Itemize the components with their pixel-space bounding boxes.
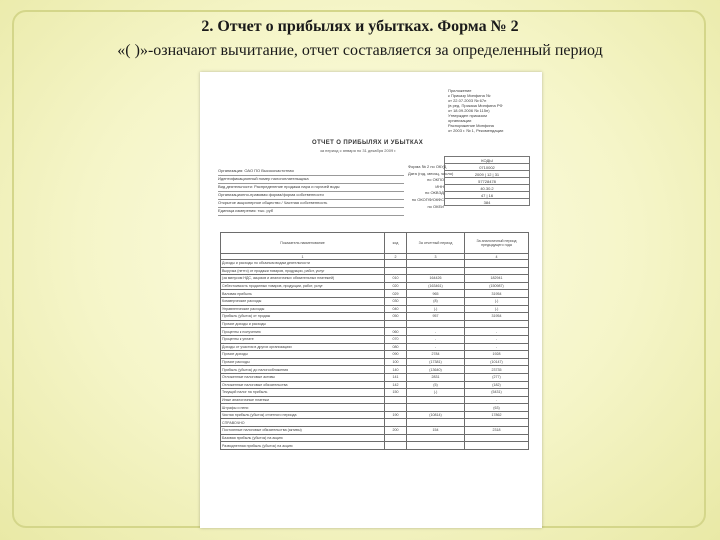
table-cell <box>407 260 465 268</box>
table-cell: Коммерческие расходы <box>221 297 385 305</box>
scanned-report-page <box>200 72 542 528</box>
table-cell: - <box>465 335 529 343</box>
table-row <box>221 358 529 366</box>
table-cell: - <box>407 343 465 351</box>
table-cell: 142 <box>385 381 407 389</box>
table-cell: (-) <box>407 305 465 313</box>
table-cell: (10147) <box>465 358 529 366</box>
table-row <box>221 434 529 442</box>
table-cell: 020 <box>385 282 407 290</box>
table-cell: СПРАВОЧНО <box>221 419 385 427</box>
table-cell <box>385 260 407 268</box>
table-cell <box>407 442 465 450</box>
table-cell: Штрафы и пени <box>221 404 385 412</box>
table-cell: 150 <box>385 389 407 397</box>
table-cell: - <box>465 328 529 336</box>
table-row <box>221 320 529 328</box>
table-index-cell: 3 <box>407 254 465 260</box>
table-cell <box>385 419 407 427</box>
table-cell: (5) <box>407 381 465 389</box>
codes-table <box>444 156 530 206</box>
table-cell: 23735 <box>465 366 529 374</box>
table-cell <box>385 396 407 404</box>
table-cell <box>385 434 407 442</box>
header-line: (в ред. Приказа Минфина РФ <box>448 103 503 108</box>
code-label: по ОКОПФ/ОКФС <box>411 196 444 202</box>
table-header-row <box>221 233 529 254</box>
table-cell: Отложенные налоговые обязательства <box>221 381 385 389</box>
table-cell: 070 <box>385 335 407 343</box>
table-cell: 154 <box>407 427 465 435</box>
table-cell: Себестоимость проданных товаров, продукции, работ, услуг <box>221 282 385 290</box>
table-cell: Разводненная прибыль (убыток) на акцию <box>221 442 385 450</box>
table-row <box>221 404 529 412</box>
table-cell: 090 <box>385 351 407 359</box>
table-header-cell: код <box>385 233 407 254</box>
table-cell <box>465 267 529 275</box>
table-cell: (10814) <box>407 411 465 419</box>
table-row <box>221 419 529 427</box>
codes-row <box>445 157 530 164</box>
table-cell: (277) <box>465 373 529 381</box>
header-right-block <box>448 88 532 133</box>
table-row <box>221 389 529 397</box>
table-row <box>221 373 529 381</box>
table-cell: (182) <box>465 381 529 389</box>
table-cell: 190 <box>385 411 407 419</box>
slide-subtitle: «( )»-означают вычитание, отчет составляется за определенный период <box>117 42 603 59</box>
table-row <box>221 335 529 343</box>
table-row <box>221 427 529 435</box>
table-cell: (-) <box>465 297 529 305</box>
header-line: организации <box>448 118 472 123</box>
code-label: ИНН <box>435 183 444 189</box>
codes-row <box>445 192 530 199</box>
table-cell: 31954 <box>465 290 529 298</box>
table-cell <box>465 434 529 442</box>
table-cell: - <box>407 328 465 336</box>
table-cell <box>385 442 407 450</box>
code-label: Дата (год, месяц, число) <box>408 170 454 176</box>
table-cell: - <box>465 343 529 351</box>
table-cell: Управленческие расходы <box>221 305 385 313</box>
table-row <box>221 411 529 419</box>
table-header-cell: За отчетный период <box>407 233 465 254</box>
code-label: по ОКЕИ <box>427 203 444 209</box>
table-cell: 965 <box>407 290 465 298</box>
table-row <box>221 305 529 313</box>
table-row <box>221 275 529 283</box>
report-heading: ОТЧЕТ О ПРИБЫЛЯХ И УБЫТКАХ <box>312 140 424 146</box>
table-row <box>221 328 529 336</box>
table-cell <box>407 434 465 442</box>
codes-row <box>445 178 530 185</box>
table-cell: 2831 <box>407 373 465 381</box>
table-cell: Прибыль (убыток) до налогообложения <box>221 366 385 374</box>
table-cell: (-) <box>407 389 465 397</box>
table-cell: (-) <box>465 305 529 313</box>
table-cell: Постоянные налоговые обязательства (активы) <box>221 427 385 435</box>
organization-line: Организация: ОАО ПО Высокочастотная <box>218 168 404 176</box>
organization-line: Вид деятельности: Распределение продажа пара и горячей воды <box>218 184 404 192</box>
table-cell <box>385 320 407 328</box>
table-row <box>221 366 529 374</box>
table-cell <box>407 267 465 275</box>
table-index-cell: 1 <box>221 254 385 260</box>
table-cell <box>385 267 407 275</box>
codes-title: КОДЫ <box>445 157 530 164</box>
table-cell: Прибыль (убыток) от продаж <box>221 313 385 321</box>
table-header-cell: За аналогичный период предыдущего года <box>465 233 529 254</box>
code-value: 0710002 <box>445 164 530 171</box>
header-line: Утвержден приказом <box>448 113 487 118</box>
table-cell: Текущий налог на прибыль <box>221 389 385 397</box>
header-line: от 2003 г. № 1, Рекомендации <box>448 128 504 133</box>
table-cell: Прочие доходы и расходы <box>221 320 385 328</box>
table-cell: 040 <box>385 305 407 313</box>
table-cell: 1928 <box>465 351 529 359</box>
header-line: Приложение <box>448 88 472 93</box>
table-row <box>221 260 529 268</box>
table-cell <box>465 442 529 450</box>
organization-lines <box>218 168 404 216</box>
header-line: от 18.09.2006 № 115н) <box>448 108 490 113</box>
table-cell: 060 <box>385 328 407 336</box>
table-cell: 2784 <box>407 351 465 359</box>
table-row <box>221 351 529 359</box>
code-value: 57728478 <box>445 178 530 185</box>
report-table <box>220 232 529 450</box>
table-cell: 200 <box>385 427 407 435</box>
table-header-cell: Показатель наименование <box>221 233 385 254</box>
code-labels <box>408 164 454 210</box>
table-cell: (163461) <box>407 282 465 290</box>
table-cell: Иные аналогичные платежи <box>221 396 385 404</box>
table-row <box>221 313 529 321</box>
table-row <box>221 267 529 275</box>
table-cell: Доходы и расходы по обычным видам деятельности <box>221 260 385 268</box>
code-value: 40.30.2 <box>445 185 530 192</box>
table-cell: (63) <box>465 404 529 412</box>
organization-line: Единица измерения: тыс. руб <box>218 208 404 216</box>
table-cell: 030 <box>385 297 407 305</box>
table-cell: (17381) <box>407 358 465 366</box>
table-cell: (13640) <box>407 366 465 374</box>
table-cell: 010 <box>385 275 407 283</box>
table-cell: (за минусом НДС, акцизов и аналогичных обязательных платежей) <box>221 275 385 283</box>
table-cell: Доходы от участия в других организациях <box>221 343 385 351</box>
organization-line: Идентификационный номер налогоплательщика <box>218 176 404 184</box>
table-index-cell: 4 <box>465 254 529 260</box>
header-line: от 22.07.2003 № 67н <box>448 98 487 103</box>
table-cell: 050 <box>385 313 407 321</box>
table-cell: 140 <box>385 366 407 374</box>
code-label: Форма № 2 по ОКУД <box>408 164 447 169</box>
table-cell: Прочие расходы <box>221 358 385 366</box>
code-label: по ОКВЭД <box>424 190 444 196</box>
code-value: 384 <box>445 199 530 206</box>
codes-row <box>445 171 530 178</box>
table-cell: Прочие доходы <box>221 351 385 359</box>
table-cell: (5431) <box>465 389 529 397</box>
table-cell: Проценты к уплате <box>221 335 385 343</box>
slide-title: 2. Отчет о прибылях и убытках. Форма № 2 <box>201 18 519 35</box>
table-cell: 029 <box>385 290 407 298</box>
table-cell <box>407 320 465 328</box>
table-row <box>221 282 529 290</box>
table-row <box>221 290 529 298</box>
table-row <box>221 343 529 351</box>
table-cell: (8) <box>407 297 465 305</box>
table-cell <box>385 404 407 412</box>
table-cell: 957 <box>407 313 465 321</box>
table-cell: 080 <box>385 343 407 351</box>
table-cell <box>465 419 529 427</box>
table-cell: 141 <box>385 373 407 381</box>
header-line: Распоряжение Минфина <box>448 123 494 128</box>
table-cell: 2318 <box>465 427 529 435</box>
table-cell <box>407 404 465 412</box>
organization-line: Организационно-правовая форма/форма собственности <box>218 192 404 200</box>
table-cell: Выручка (нетто) от продажи товаров, продукции, работ, услуг <box>221 267 385 275</box>
table-row <box>221 381 529 389</box>
table-cell: 164426 <box>407 275 465 283</box>
table-row <box>221 297 529 305</box>
table-cell: Базовая прибыль (убыток) на акцию <box>221 434 385 442</box>
table-cell: Проценты к получению <box>221 328 385 336</box>
table-cell: 31954 <box>465 313 529 321</box>
table-cell <box>465 260 529 268</box>
table-cell: 100 <box>385 358 407 366</box>
codes-row <box>445 199 530 206</box>
table-cell: - <box>407 335 465 343</box>
table-cell: Валовая прибыль <box>221 290 385 298</box>
code-value: 2009 | 12 | 31 <box>445 171 530 178</box>
codes-row <box>445 185 530 192</box>
table-cell <box>407 419 465 427</box>
table-cell: 182941 <box>465 275 529 283</box>
table-row <box>221 442 529 450</box>
table-cell: (150987) <box>465 282 529 290</box>
table-cell: Чистая прибыль (убыток) отчетного периода <box>221 411 385 419</box>
codes-row <box>445 164 530 171</box>
table-index-cell: 2 <box>385 254 407 260</box>
code-value: 47 | 16 <box>445 192 530 199</box>
header-line: к Приказу Минфина № <box>448 93 491 98</box>
table-cell: 17862 <box>465 411 529 419</box>
table-cell: - <box>465 396 529 404</box>
table-row <box>221 396 529 404</box>
code-label: по ОКПО <box>427 177 444 183</box>
report-period: за период с января по 31 декабря 2009 г. <box>320 148 397 153</box>
table-cell: Отложенные налоговые активы <box>221 373 385 381</box>
organization-line: Открытое акционерное общество / Частная собственность <box>218 200 404 208</box>
table-cell <box>407 396 465 404</box>
table-cell <box>465 320 529 328</box>
